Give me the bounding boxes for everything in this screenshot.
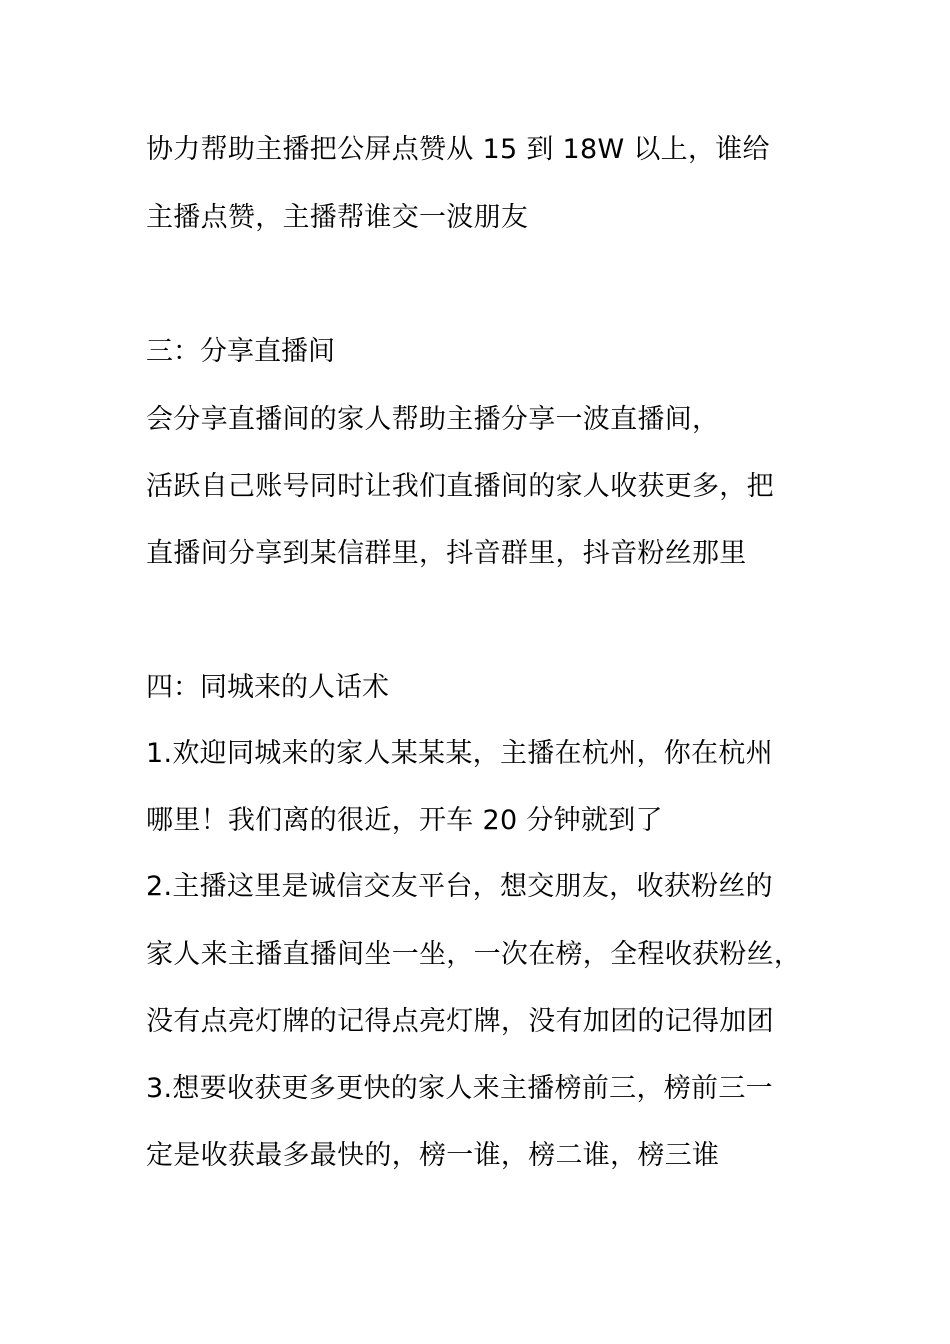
section-4-line-2: 哪里！我们离的很近，开车 20 分钟就到了	[146, 805, 663, 836]
section-4-heading: 四：同城来的人话术	[146, 672, 389, 703]
section-3-line-2: 活跃自己账号同时让我们直播间的家人收获更多，把	[146, 471, 774, 502]
section-4-line-6: 3.想要收获更多更快的家人来主播榜前三，榜前三一	[146, 1073, 773, 1104]
section-4-line-7: 定是收获最多最快的，榜一谁，榜二谁，榜三谁	[146, 1140, 720, 1171]
section-3-line-3: 直播间分享到某信群里，抖音群里，抖音粉丝那里	[146, 538, 747, 569]
section-4-line-1: 1.欢迎同城来的家人某某某，主播在杭州，你在杭州	[146, 738, 773, 769]
section-4-line-5: 没有点亮灯牌的记得点亮灯牌，没有加团的记得加团	[146, 1006, 774, 1037]
section-3-heading: 三：分享直播间	[146, 336, 335, 367]
section-4-line-4: 家人来主播直播间坐一坐，一次在榜，全程收获粉丝，	[146, 939, 802, 970]
section-3-line-1: 会分享直播间的家人帮助主播分享一波直播间，	[146, 404, 720, 435]
intro-line-1: 协力帮助主播把公屏点赞从 15 到 18W 以上，谁给	[146, 134, 770, 165]
section-4-line-3: 2.主播这里是诚信交友平台，想交朋友，收获粉丝的	[146, 871, 773, 902]
intro-line-2: 主播点赞，主播帮谁交一波朋友	[146, 202, 529, 233]
